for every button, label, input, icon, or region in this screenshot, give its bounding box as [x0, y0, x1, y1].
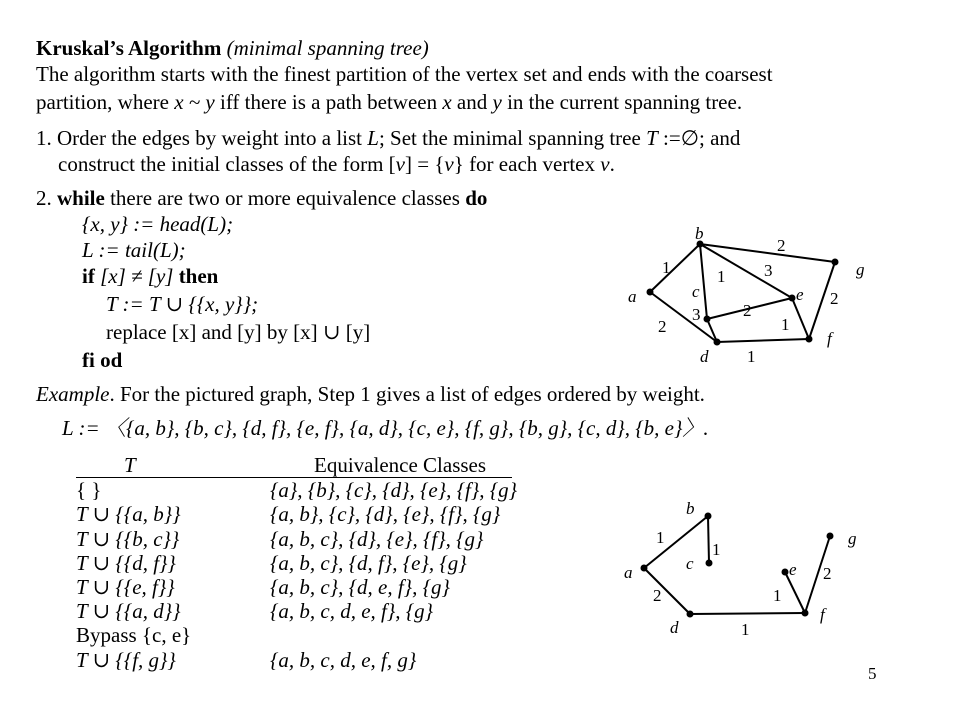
- vertex-a: [647, 289, 654, 296]
- row-classes-cell: {a, b, c, d, e, f}, {g}: [270, 599, 434, 624]
- step1-text: :=∅; and: [663, 126, 741, 150]
- edge-ab: [644, 516, 708, 568]
- row-tree-cell: T ∪ {{a, d}}: [76, 599, 181, 624]
- weight-ab: 1: [656, 528, 665, 547]
- example-text: . For the pictured graph, Step 1 gives a list of edges ordered by weight.: [109, 382, 705, 406]
- if-condition: [x] ≠ [y]: [100, 264, 174, 288]
- edge-ad: [644, 568, 690, 614]
- keyword-then: then: [178, 264, 219, 288]
- step1-text: ; Set the minimal spanning tree: [378, 126, 641, 150]
- step2-number: 2.: [36, 186, 52, 210]
- keyword-if: if: [82, 264, 95, 288]
- table-row: [76, 599, 512, 623]
- label-e: e: [796, 285, 804, 304]
- example-label: Example: [36, 382, 110, 406]
- weight-ce: 2: [743, 301, 752, 320]
- step1-line-1: [36, 126, 740, 150]
- vertex-g: [832, 259, 839, 266]
- row-classes-cell: {a, b}, {c}, {d}, {e}, {f}, {g}: [270, 502, 501, 527]
- label-c: c: [686, 554, 694, 573]
- label-a: a: [628, 287, 637, 306]
- var-y: y: [205, 90, 215, 114]
- vertex-c: [704, 316, 711, 323]
- table-row: [76, 575, 512, 599]
- label-a: a: [624, 563, 633, 582]
- row-tree-cell: T ∪ {{e, f}}: [76, 574, 175, 599]
- step2-if-line: [82, 264, 218, 288]
- step1-line-2: [58, 152, 615, 176]
- vertex-c: [706, 560, 713, 567]
- vertex-e: [789, 295, 796, 302]
- var-x: x: [442, 90, 452, 114]
- weight-bc: 1: [712, 540, 721, 559]
- row-tree-cell: T ∪ {{d, f}}: [76, 550, 176, 575]
- header-T: T: [124, 453, 136, 477]
- keyword-fi-od: fi od: [82, 348, 123, 372]
- title-text: Kruskal’s Algorithm: [36, 36, 222, 60]
- weight-ad: 2: [658, 317, 667, 336]
- vertex-a: [641, 565, 648, 572]
- row-tree-cell: T ∪ {{f, g}}: [76, 647, 176, 672]
- relation-symbol: ~: [188, 90, 201, 114]
- weight-bc: 1: [717, 267, 726, 286]
- var-x: x: [174, 90, 184, 114]
- step2-tail-line: L := tail(L);: [82, 238, 186, 262]
- table-row: [76, 527, 512, 551]
- weight-bg: 2: [777, 236, 786, 255]
- table-row: [76, 623, 512, 647]
- step2-head-line: {x, y} := head(L);: [82, 212, 234, 236]
- step2-union-line: T := T ∪ {{x, y}};: [106, 292, 259, 316]
- weight-ef: 1: [781, 315, 790, 334]
- vertex-d: [687, 611, 694, 618]
- step1-text: ] = {: [404, 152, 445, 176]
- var-L: L: [367, 126, 379, 150]
- graph-top: [620, 222, 880, 372]
- label-g: g: [848, 529, 857, 548]
- edge-df: [690, 613, 805, 614]
- weight-ef: 1: [773, 586, 782, 605]
- var-T: T: [646, 126, 658, 150]
- intro-line-2: [36, 90, 742, 114]
- table-row: [76, 478, 518, 503]
- intro-text: and: [456, 90, 488, 114]
- row-tree-cell: Bypass {c, e}: [76, 623, 192, 648]
- row-classes-cell: {a, b, c}, {d}, {e}, {f}, {g}: [270, 526, 484, 551]
- edge-ef: [792, 298, 809, 339]
- weight-be: 3: [764, 261, 773, 280]
- label-b: b: [686, 499, 695, 518]
- vertex-e: [782, 569, 789, 576]
- var-y: y: [492, 90, 502, 114]
- var-v: v: [600, 152, 610, 176]
- label-e: e: [789, 560, 797, 579]
- equivalence-table: [76, 453, 518, 672]
- table-row: [76, 502, 512, 526]
- row-classes-cell: {a, b, c}, {d, e, f}, {g}: [270, 574, 450, 599]
- step1-text: } for each vertex: [453, 152, 595, 176]
- step2-replace-line: replace [x] and [y] by [x] ∪ [y]: [106, 320, 371, 344]
- row-tree-cell: T ∪ {{b, c}}: [76, 526, 180, 551]
- label-d: d: [700, 347, 709, 366]
- var-v: v: [444, 152, 454, 176]
- weight-df: 1: [747, 347, 756, 366]
- keyword-do: do: [465, 186, 488, 210]
- row-tree-cell: T ∪ {{a, b}}: [76, 502, 181, 527]
- table-header: [76, 453, 512, 478]
- weight-fg: 2: [823, 564, 832, 583]
- edge-bc: [708, 516, 709, 563]
- edge-df: [717, 339, 809, 342]
- example-line: [36, 382, 705, 406]
- label-c: c: [692, 282, 700, 301]
- row-tree-cell: { }: [76, 478, 102, 503]
- step1-text: 1. Order the edges by weight into a list: [36, 126, 363, 150]
- step2-while-line: [36, 186, 487, 210]
- intro-line-1: The algorithm starts with the finest partition of the vertex set and ends with the coarsest: [36, 62, 773, 86]
- edge-bc: [700, 244, 707, 319]
- row-classes-cell: {a}, {b}, {c}, {d}, {e}, {f}, {g}: [270, 478, 518, 503]
- weight-ab: 1: [662, 258, 671, 277]
- label-d: d: [670, 618, 679, 637]
- vertex-f: [806, 336, 813, 343]
- page-title: [36, 36, 429, 60]
- intro-text: partition, where: [36, 90, 169, 114]
- edge-list: L := 〈{a, b}, {b, c}, {d, f}, {e, f}, {a, d}, {c, e}, {f, g}, {b, g}, {c, d}, {b, e}〉.: [62, 416, 709, 440]
- graph-bottom: [620, 494, 880, 644]
- label-g: g: [856, 260, 865, 279]
- label-f: f: [820, 605, 825, 624]
- vertex-f: [802, 610, 809, 617]
- vertex-d: [714, 339, 721, 346]
- table-body: [76, 478, 518, 672]
- keyword-while: while: [57, 186, 105, 210]
- label-f: f: [827, 329, 832, 348]
- step1-text: .: [609, 152, 615, 176]
- step2-text: there are two or more equivalence classes: [110, 186, 460, 210]
- header-classes: Equivalence Classes: [314, 453, 487, 477]
- weight-fg: 2: [830, 289, 839, 308]
- subtitle-text: (minimal spanning tree): [226, 36, 429, 60]
- vertex-g: [827, 533, 834, 540]
- weight-df: 1: [741, 620, 750, 639]
- weight-cd: 3: [692, 305, 701, 324]
- row-classes-cell: {a, b, c}, {d, f}, {e}, {g}: [270, 550, 467, 575]
- label-b: b: [695, 224, 704, 243]
- var-v: v: [395, 152, 405, 176]
- edge-bg: [700, 244, 835, 262]
- vertex-b: [705, 513, 712, 520]
- page-number: 5: [868, 664, 877, 683]
- table-row: [76, 648, 512, 672]
- row-classes-cell: {a, b, c, d, e, f, g}: [270, 647, 417, 672]
- step1-text: construct the initial classes of the form [: [58, 152, 396, 176]
- weight-ad: 2: [653, 586, 662, 605]
- table-row: [76, 551, 512, 575]
- intro-text: iff there is a path between: [219, 90, 438, 114]
- intro-text: in the current spanning tree.: [507, 90, 743, 114]
